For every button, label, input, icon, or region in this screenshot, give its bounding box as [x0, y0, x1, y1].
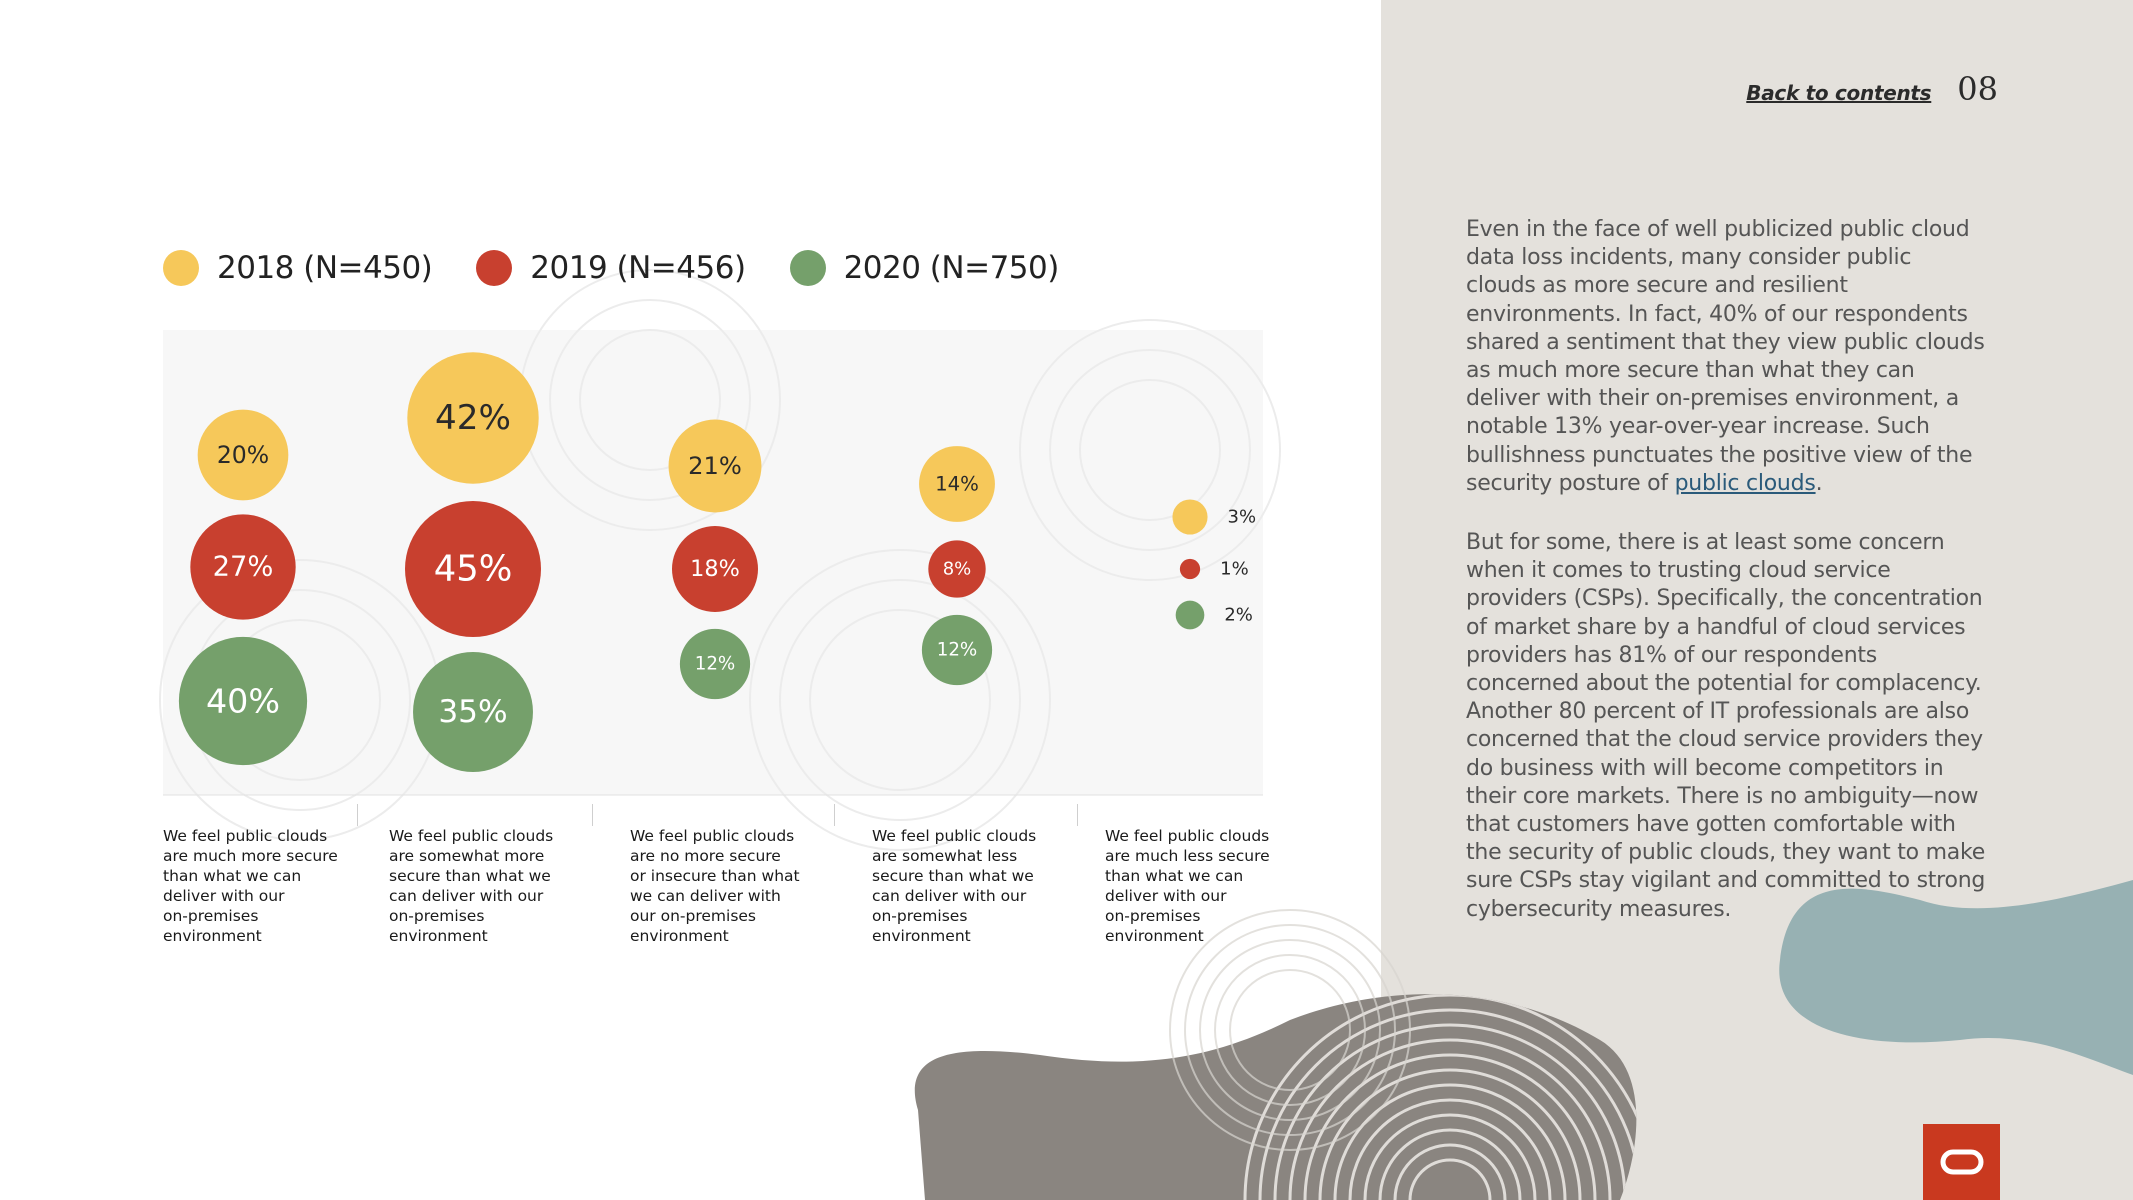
bubble-label-2020-cat3: 12% — [694, 653, 736, 675]
category-line: on-premises — [872, 907, 968, 925]
category-line: We feel public clouds — [630, 827, 795, 845]
paragraph-1 — [1466, 216, 1986, 498]
category-line: secure than what we — [872, 867, 1034, 885]
category-line: than what we can — [1105, 867, 1244, 885]
category-line: are much more secure — [163, 847, 338, 865]
bubble-label-2019-cat2: 45% — [433, 548, 513, 590]
category-line: on-premises — [1105, 907, 1201, 925]
category-line: We feel public clouds — [1105, 827, 1270, 845]
category-line: environment — [163, 927, 262, 945]
category-line: or insecure than what — [630, 867, 800, 885]
bubble-label-2019-cat4: 8% — [942, 558, 972, 580]
category-line: can deliver with our — [389, 887, 544, 905]
back-to-contents-link[interactable]: Back to contents — [1746, 81, 1932, 105]
bubble-label-2020-cat5: 2% — [1224, 604, 1253, 626]
bubble-label-2018-cat1: 20% — [216, 441, 270, 469]
bubble-label-2020-cat4: 12% — [936, 639, 978, 661]
bubble-label-2018-cat2: 42% — [435, 398, 511, 438]
legend-label-2019: 2019 (N=456) — [530, 250, 746, 286]
category-line: we can deliver with — [630, 887, 781, 905]
legend-label-2018: 2018 (N=450) — [217, 250, 433, 286]
bubble-label-2018-cat5: 3% — [1227, 506, 1257, 528]
category-label-2 — [389, 826, 553, 946]
public-clouds-link[interactable]: public clouds — [1674, 470, 1816, 496]
category-line: are much less secure — [1105, 847, 1270, 865]
oracle-logo-icon — [1940, 1149, 1984, 1175]
category-line: We feel public clouds — [163, 827, 328, 845]
category-line: are no more secure — [630, 847, 781, 865]
category-label-3 — [630, 826, 800, 946]
legend-label-2020: 2020 (N=750) — [843, 250, 1059, 286]
bubble-2018-cat5 — [1172, 499, 1207, 534]
category-separator — [1077, 804, 1078, 826]
category-line: deliver with our — [1105, 887, 1227, 905]
category-line: on-premises — [389, 907, 485, 925]
bubble-label-2018-cat4: 14% — [935, 472, 979, 496]
category-line: environment — [630, 927, 729, 945]
category-separator — [834, 804, 835, 826]
category-line: than what we can — [163, 867, 302, 885]
paragraph-2: But for some, there is at least some concern when it comes to trusting cloud service providers (CSPs). Specifically, the concentration of market share by a handful of cloud services providers has 81% of our respondents concerned about the potential for complacency. Another 80 percent of IT professionals are also concerned that the cloud service providers they do business with will become competitors in their core markets. There is no ambiguity—now that customers have gotten comfortable with the security of public clouds, they want to make sure CSPs stay vigilant and committed to strong cybersecurity measures. — [1466, 530, 1986, 922]
paragraph-1-end: . — [1815, 470, 1823, 496]
category-label-1 — [163, 826, 338, 946]
category-line: our on-premises — [630, 907, 757, 925]
category-line: We feel public clouds — [872, 827, 1037, 845]
category-line: environment — [1105, 927, 1204, 945]
category-label-5 — [1105, 826, 1270, 946]
bubble-label-2020-cat2: 35% — [438, 694, 508, 730]
category-separator — [592, 804, 593, 826]
category-line: are somewhat more — [389, 847, 545, 865]
category-line: We feel public clouds — [389, 827, 554, 845]
bubble-label-2019-cat3: 18% — [690, 556, 740, 582]
oracle-logo — [1923, 1124, 2000, 1200]
category-line: are somewhat less — [872, 847, 1018, 865]
page-number: 08 — [1957, 70, 1998, 108]
category-line: on-premises — [163, 907, 259, 925]
paragraph-1-text: Even in the face of well publicized public cloud data loss incidents, many consider public clouds as more secure and resilient environments. In fact, 40% of our respondents shared a sentiment that they view public clouds as much more secure than what they can deliver with their on-premises environment, a notable 13% year-over-year increase. Such bullishness punctuates the positive view of the security posture of — [1466, 217, 1985, 496]
category-line: deliver with our — [163, 887, 285, 905]
category-label-4 — [872, 826, 1036, 946]
bubble-2020-cat5 — [1176, 601, 1205, 630]
category-line: secure than what we — [389, 867, 551, 885]
category-line: can deliver with our — [872, 887, 1027, 905]
category-line: environment — [872, 927, 971, 945]
body-text — [1466, 216, 1986, 955]
bubble-label-2019-cat1: 27% — [212, 551, 274, 583]
category-separator — [357, 804, 358, 826]
bubble-label-2020-cat1: 40% — [205, 681, 281, 721]
bubble-label-2018-cat3: 21% — [688, 452, 742, 480]
category-line: environment — [389, 927, 488, 945]
bubble-2019-cat5 — [1180, 559, 1200, 579]
bubble-label-2019-cat5: 1% — [1220, 558, 1249, 580]
